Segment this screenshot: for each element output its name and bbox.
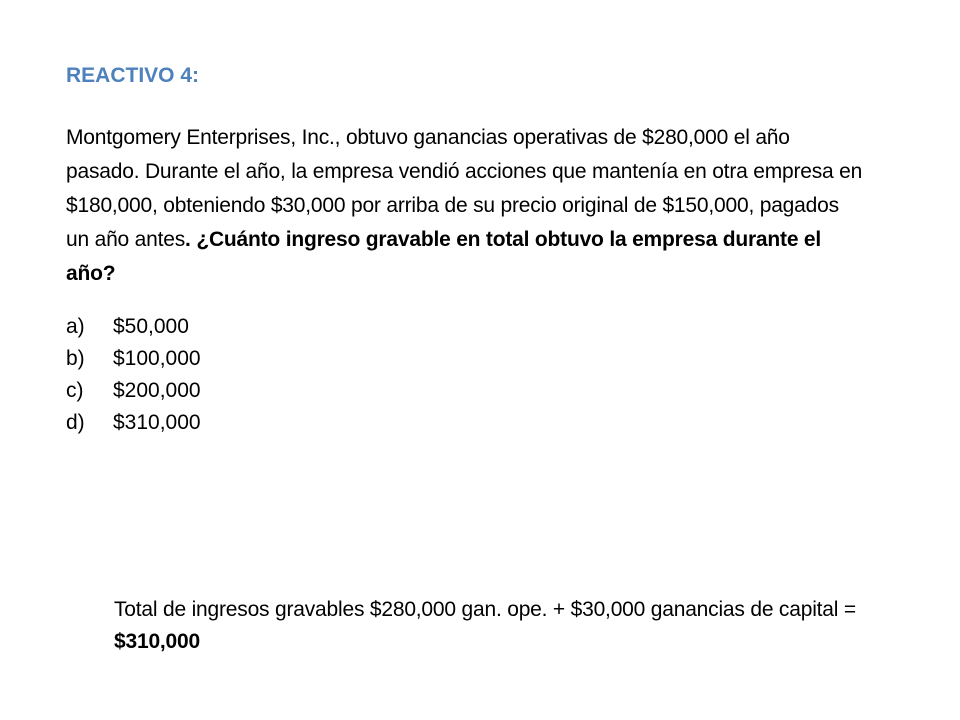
option-b	[66, 343, 201, 375]
option-letter: b)	[66, 347, 85, 370]
answer-explanation	[114, 594, 874, 658]
option-c	[66, 375, 201, 407]
question-text: Montgomery Enterprises, Inc., obtuvo ganancias operativas de $280,000 el año pasado. Durante el año, la empresa vendió acciones que mantenía en otra empresa en $180,000, obteniendo $30,000 por arriba de su precio original de $150,000, pagados un año antes	[66, 126, 863, 251]
answer-result: $310,000	[114, 630, 200, 653]
option-value: $50,000	[113, 315, 189, 338]
question-paragraph	[66, 121, 866, 291]
answer-options-list	[66, 311, 201, 439]
option-letter: d)	[66, 411, 85, 434]
option-a	[66, 311, 201, 343]
option-value: $310,000	[113, 411, 201, 434]
answer-text: Total de ingresos gravables $280,000 gan. ope. + $30,000 ganancias de capital =	[114, 598, 856, 621]
option-d	[66, 407, 201, 439]
option-letter: a)	[66, 315, 85, 338]
reactivo-heading: REACTIVO 4:	[66, 64, 200, 87]
question-emphasis: . ¿Cuánto ingreso gravable en total obtuvo la empresa durante el año?	[66, 228, 822, 285]
option-value: $100,000	[113, 347, 201, 370]
option-letter: c)	[66, 379, 84, 402]
option-value: $200,000	[113, 379, 201, 402]
